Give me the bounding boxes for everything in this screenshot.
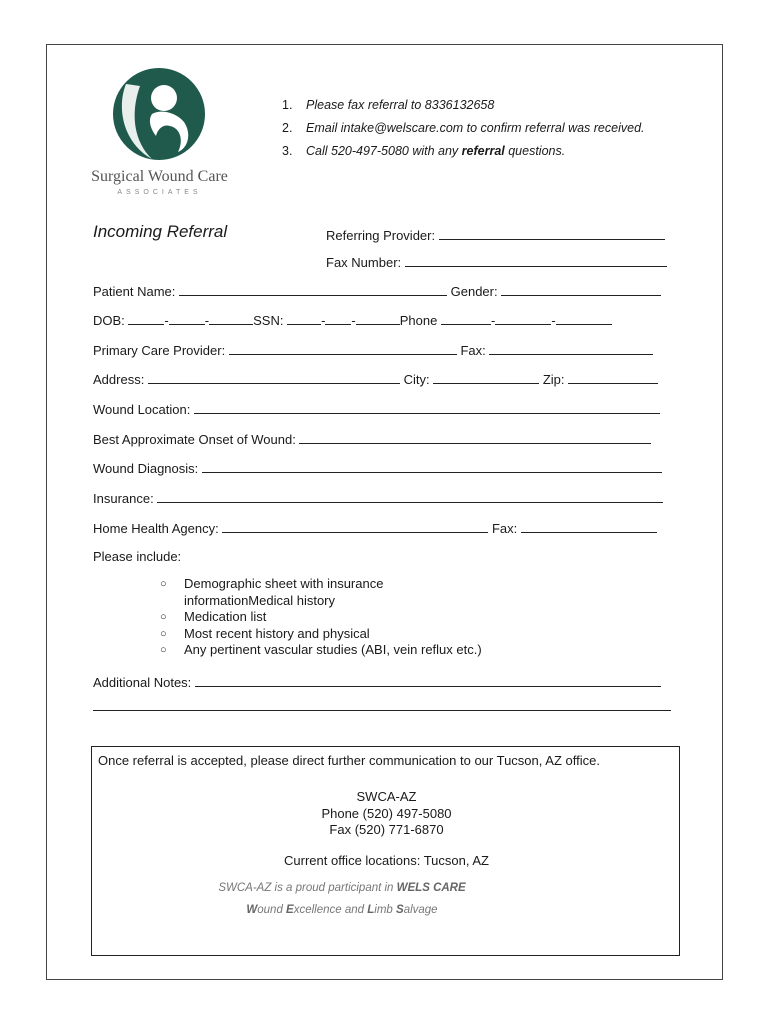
gender-field[interactable]	[501, 283, 661, 296]
referring-provider-row	[326, 227, 665, 243]
insurance-row	[93, 490, 663, 506]
pcp-fax-field[interactable]	[489, 342, 653, 355]
referring-provider-field[interactable]	[439, 227, 665, 240]
zip-field[interactable]	[568, 371, 658, 384]
onset-field[interactable]	[299, 431, 651, 444]
patient-name-field[interactable]	[179, 283, 447, 296]
office-name: SWCA-AZ	[356, 789, 417, 804]
patient-name-row	[93, 283, 661, 299]
office-intro: Once referral is accepted, please direct further communication to our Tucson, AZ office.	[98, 753, 600, 768]
dob-year-field[interactable]	[209, 312, 253, 325]
home-health-row	[93, 520, 657, 536]
instructions-list	[282, 94, 645, 163]
phone-part3-field[interactable]	[556, 312, 612, 325]
instruction-text: Please fax referral to 8336132658	[306, 98, 495, 112]
patient-name-label: Patient Name:	[93, 284, 176, 299]
office-phone: Phone (520) 497-5080	[321, 806, 452, 821]
referring-provider-label: Referring Provider:	[326, 228, 436, 243]
onset-label: Best Approximate Onset of Wound:	[93, 432, 296, 447]
pcp-row	[93, 342, 653, 358]
logo	[82, 64, 237, 204]
list-item: ○ Medication list	[160, 609, 267, 624]
office-fax: Fax (520) 771-6870	[329, 822, 444, 837]
gender-label: Gender:	[450, 284, 498, 299]
home-health-fax-label: Fax:	[491, 521, 518, 536]
dob-label: DOB:	[93, 313, 125, 328]
wound-location-row	[93, 401, 660, 417]
insurance-field[interactable]	[157, 490, 663, 503]
logo-name: Surgical Wound Care	[91, 168, 228, 185]
address-row	[93, 371, 658, 387]
ssn-label: SSN:	[253, 313, 284, 328]
dob-day-field[interactable]	[169, 312, 205, 325]
promo-tagline: Wound Excellence and Limb Salvage	[246, 904, 438, 916]
office-locations: Current office locations: Tucson, AZ	[284, 853, 489, 868]
fax-number-label: Fax Number:	[326, 255, 402, 270]
pcp-field[interactable]	[229, 342, 457, 355]
diagnosis-field[interactable]	[202, 460, 662, 473]
city-label: City:	[403, 372, 430, 387]
address-field[interactable]	[148, 371, 400, 384]
phone-label: Phone	[399, 313, 438, 328]
ssn-part3-field[interactable]	[356, 312, 400, 325]
phone-part2-field[interactable]	[495, 312, 551, 325]
additional-notes-field[interactable]	[195, 674, 661, 687]
additional-notes-label: Additional Notes:	[93, 675, 192, 690]
form-title: Incoming Referral	[93, 222, 228, 241]
list-item: ○ Demographic sheet with insurance informationMedical history	[160, 576, 384, 608]
phone-part1-field[interactable]	[441, 312, 491, 325]
ssn-part1-field[interactable]	[287, 312, 321, 325]
city-field[interactable]	[433, 371, 539, 384]
include-list	[160, 576, 482, 659]
please-include-label: Please include:	[93, 549, 182, 564]
instruction-item: 1. Please fax referral to 8336132658	[282, 98, 495, 112]
logo-mark-icon	[112, 64, 208, 164]
pcp-label: Primary Care Provider:	[93, 343, 226, 358]
promo-line: SWCA-AZ is a proud participant in WELS CARE	[218, 882, 466, 894]
office-info-box	[91, 746, 680, 956]
list-item: ○ Most recent history and physical	[160, 625, 370, 641]
bullet-icon: ○	[160, 627, 167, 640]
logo-subtitle: ASSOCIATES	[117, 189, 202, 196]
zip-label: Zip:	[542, 372, 565, 387]
dob-month-field[interactable]	[128, 312, 164, 325]
additional-notes-row	[93, 674, 661, 690]
instruction-item: 3. Call 520-497-5080 with any referral questions.	[282, 144, 566, 158]
list-item: ○ Any pertinent vascular studies (ABI, vein reflux etc.)	[160, 642, 482, 657]
instruction-item: 2. Email intake@welscare.com to confirm referral was received.	[282, 121, 645, 135]
insurance-label: Insurance:	[93, 491, 154, 506]
bullet-icon: ○	[160, 578, 167, 590]
home-health-field[interactable]	[222, 520, 488, 533]
wound-location-label: Wound Location:	[93, 402, 191, 417]
address-label: Address:	[93, 372, 145, 387]
additional-notes-line-2[interactable]	[93, 710, 671, 711]
instruction-text: Email intake@welscare.com to confirm referral was received.	[306, 121, 645, 135]
diagnosis-row	[93, 460, 662, 476]
fax-number-row	[326, 254, 667, 270]
onset-row	[93, 431, 651, 447]
bullet-icon: ○	[160, 644, 167, 656]
dob-ssn-phone-row: DOB: - - SSN: - - Phone - -	[93, 312, 612, 328]
home-health-label: Home Health Agency:	[93, 521, 219, 536]
ssn-part2-field[interactable]	[325, 312, 351, 325]
home-health-fax-field[interactable]	[521, 520, 657, 533]
wound-location-field[interactable]	[194, 401, 660, 414]
fax-number-field[interactable]	[405, 254, 667, 267]
diagnosis-label: Wound Diagnosis:	[93, 461, 199, 476]
bullet-icon: ○	[160, 611, 167, 623]
pcp-fax-label: Fax:	[460, 343, 486, 358]
